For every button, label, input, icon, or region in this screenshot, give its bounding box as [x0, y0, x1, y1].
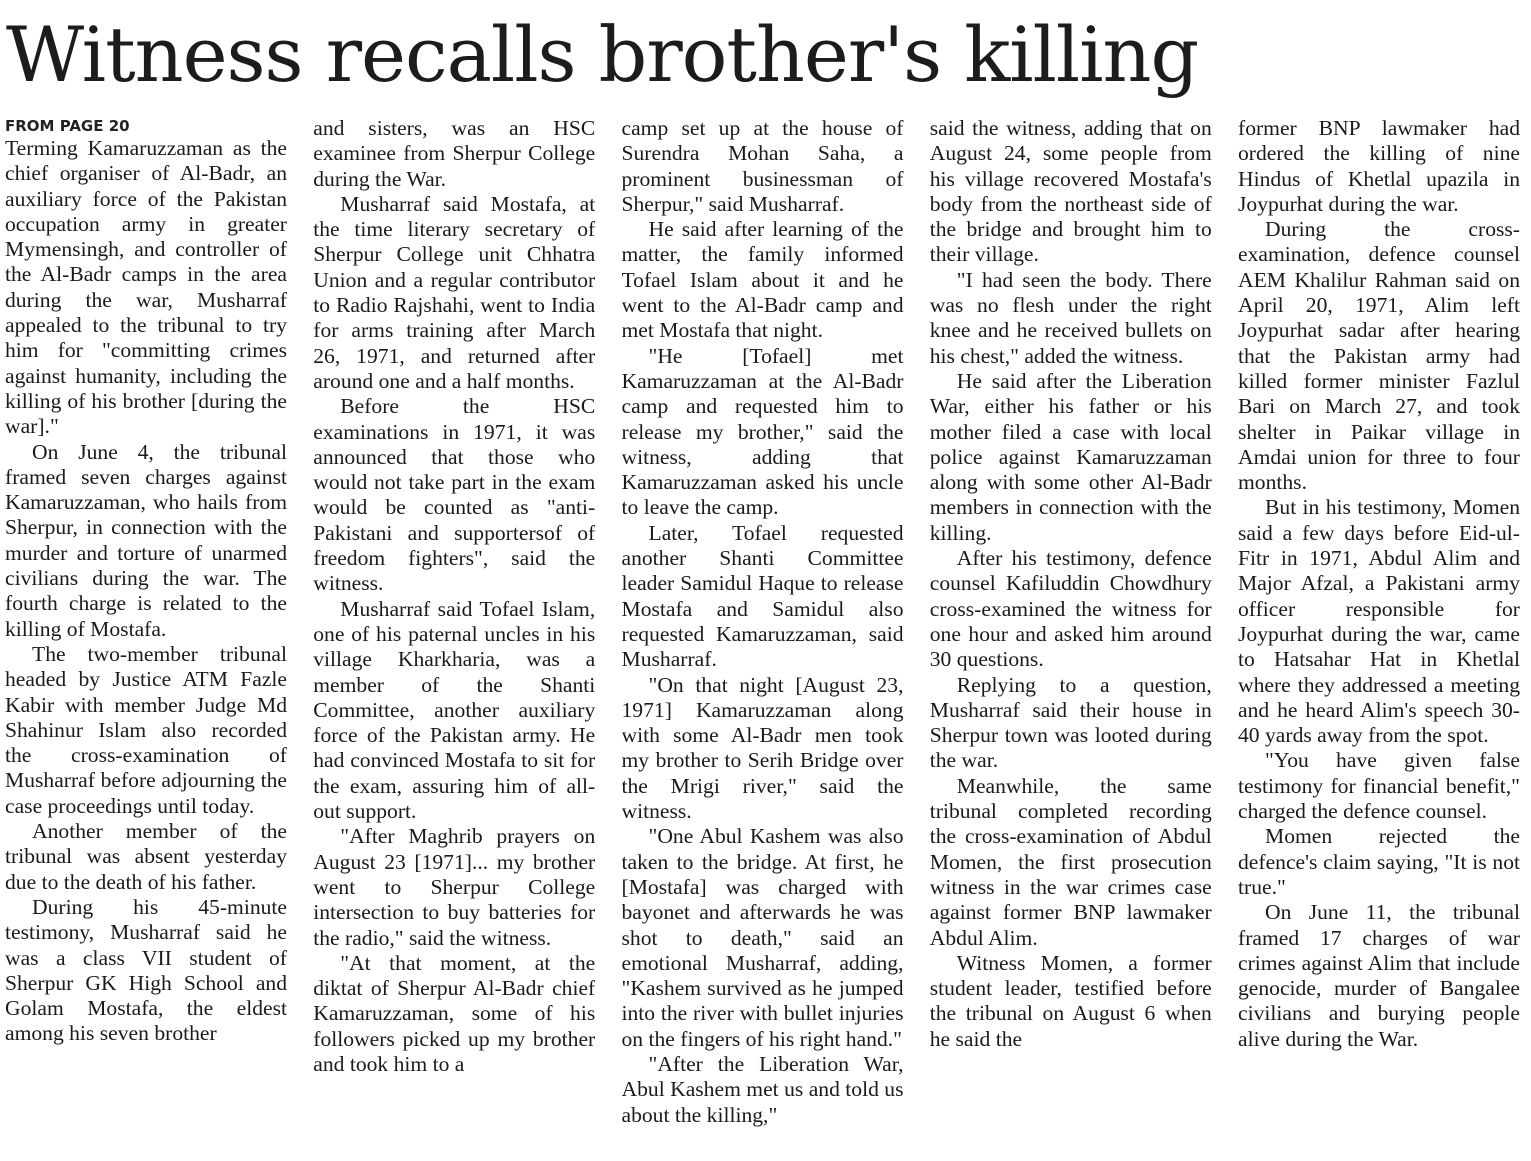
paragraph: "After Maghrib prayers on August 23 [1971]... my brother went to Sherpur College intersection to buy batteries for the radio," said the witness. [313, 824, 596, 950]
article-column-4 [930, 116, 1212, 1158]
paragraph: "You have given false testimony for financial benefit," charged the defence counsel. [1238, 748, 1520, 824]
paragraph: "One Abul Kashem was also taken to the bridge. At first, he [Mostafa] was charged with bayonet and afterwards he was shot to death," said an emotional Musharraf, adding, "Kashem survived as he jumped into the river with bullet injuries on the fingers of his right hand." [621, 824, 904, 1051]
paragraph: Musharraf said Tofael Islam, one of his paternal uncles in his village Kharkharia, was a member of the Shanti Committee, another auxiliary force of the Pakistan army. He had convinced Mostafa to sit for the exam, assuring him of all-out support. [313, 596, 596, 824]
paragraph: "He [Tofael] met Kamaruzzaman at the Al-Badr camp and requested him to release my brother," said the witness, adding that Kamaruzzaman asked his uncle to leave the camp. [621, 343, 904, 520]
paragraph: Later, Tofael requested another Shanti Committee leader Samidul Haque to release Mostafa and Samidul also requested Kamaruzzaman, said Musharraf. [621, 520, 904, 672]
paragraph: former BNP lawmaker had ordered the killing of nine Hindus of Khetlal upazila in Joypurhat during the war. [1238, 116, 1520, 216]
paragraph: said the witness, adding that on August 24, some people from his village recovered Mostafa's body from the northeast side of the bridge and brought him to their village. [929, 116, 1212, 267]
paragraph: Witness Momen, a former student leader, testified before the tribunal on August 6 when he said the [929, 950, 1212, 1051]
paragraph: On June 4, the tribunal framed seven charges against Kamaruzzaman, who hails from Sherpur, in connection with the murder and torture of unarmed civilians during the war. The fourth charge is related to the killing of Mostafa. [5, 439, 287, 641]
paragraph: camp set up at the house of Surendra Mohan Saha, a prominent businessman of Sherpur," said Musharraf. [621, 116, 904, 216]
paragraph: Before the HSC examinations in 1971, it was announced that those who would not take part in the exam would be counted as "anti-Pakistani and supportersof of freedom fighters", said the witness. [313, 394, 596, 596]
paragraph: Another member of the tribunal was absent yesterday due to the death of his father. [5, 819, 287, 894]
paragraph: After his testimony, defence counsel Kafiluddin Chowdhury cross-examined the witness for one hour and asked him around 30 questions. [929, 546, 1212, 672]
article-column-1 [5, 116, 287, 1158]
article-column-5 [1238, 116, 1520, 1158]
paragraph: He said after the Liberation War, either his father or his mother filed a case with local police against Kamaruzzaman along with some other Al-Badr members in connection with the killing. [929, 368, 1212, 545]
paragraph: "At that moment, at the diktat of Sherpur Al-Badr chief Kamaruzzaman, some of his followers picked up my brother and took him to a [313, 950, 596, 1076]
paragraph: Replying to a question, Musharraf said their house in Sherpur town was looted during the war. [929, 672, 1212, 773]
article-body [5, 116, 1520, 1158]
paragraph: Musharraf said Mostafa, at the time literary secretary of Sherpur College unit Chhatra Union and a regular contributor to Radio Rajshahi, went to India for arms training after March 26, 1971, and returned after around one and a half months. [313, 191, 596, 393]
paragraph: During his 45-minute testimony, Musharraf said he was a class VII student of Sherpur GK High School and Golam Mostafa, the eldest among his seven brother [5, 894, 287, 1046]
article-column-3 [622, 116, 904, 1158]
paragraph: Momen rejected the defence's claim saying, "It is not true." [1238, 824, 1520, 899]
paragraph: But in his testimony, Momen said a few days before Eid-ul-Fitr in 1971, Abdul Alim and Major Afzal, a Pakistani army officer responsible for Joypurhat during the war, came to Hatsahar Hat in Khetlal where they addressed a meeting and he heard Alim's speech 30-40 yards away from the spot. [1238, 495, 1520, 748]
paragraph: Meanwhile, the same tribunal completed recording the cross-examination of Abdul Momen, the first prosecution witness in the war crimes case against former BNP lawmaker Abdul Alim. [929, 773, 1212, 950]
paragraph: "On that night [August 23, 1971] Kamaruzzaman along with some Al-Badr men took my brother to Serih Bridge over the Mrigi river," said the witness. [621, 672, 904, 824]
article-column-2 [313, 116, 595, 1158]
paragraph: He said after learning of the matter, the family informed Tofael Islam about it and he went to the Al-Badr camp and met Mostafa that night. [621, 217, 904, 343]
paragraph: "After the Liberation War, Abul Kashem met us and told us about the killing," [621, 1051, 904, 1127]
continued-from-label: FROM PAGE 20 [5, 117, 130, 135]
paragraph: On June 11, the tribunal framed 17 charges of war crimes against Alim that include genocide, murder of Bangalee civilians and burying people alive during the War. [1238, 900, 1520, 1051]
paragraph: "I had seen the body. There was no flesh under the right knee and he received bullets on his chest," added the witness. [929, 267, 1212, 368]
paragraph: Terming Kamaruzzaman as the chief organiser of Al-Badr, an auxiliary force of the Pakistan occupation army in greater Mymensingh, and controller of the Al-Badr camps in the area during the war, Musharraf appealed to the tribunal to try him for "committing crimes against humanity, including the killing of his brother [during the war]." [5, 136, 287, 439]
paragraph: During the cross-examination, defence counsel AEM Khalilur Rahman said on April 20, 1971, Alim left Joypurhat sadar after hearing that the Pakistan army had killed former minister Fazlul Bari on March 27, and took shelter in Paikar village in Amdai union for three to four months. [1238, 217, 1520, 495]
paragraph: The two-member tribunal headed by Justice ATM Fazle Kabir with member Judge Md Shahinur Islam also recorded the cross-examination of Musharraf before adjourning the case proceedings until today. [5, 641, 287, 818]
paragraph: and sisters, was an HSC examinee from Sherpur College during the War. [313, 116, 596, 191]
headline: Witness recalls brother's killing [6, 10, 1199, 99]
